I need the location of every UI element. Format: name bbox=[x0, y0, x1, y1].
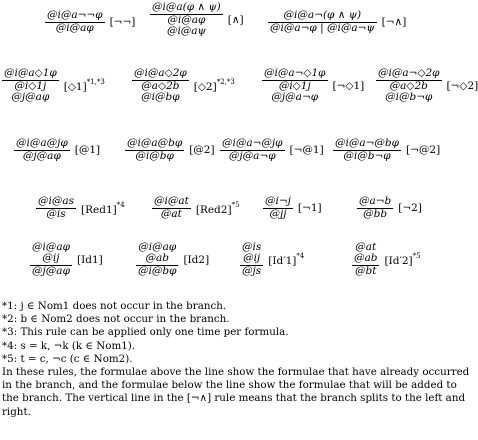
rule-name: [∧] bbox=[227, 13, 244, 26]
rule-name: [¬1] bbox=[297, 202, 322, 214]
conclusion-formula: @i@b¬φ bbox=[343, 150, 391, 162]
rule-fraction bbox=[136, 242, 178, 277]
rule-negdia2 bbox=[376, 68, 478, 103]
rule-fraction bbox=[263, 196, 293, 220]
conclusion-formula: @js bbox=[242, 265, 262, 277]
rule-fraction bbox=[220, 138, 285, 162]
rule-label bbox=[384, 252, 420, 267]
premise-formula: @ab bbox=[354, 252, 378, 264]
rule-label bbox=[110, 16, 136, 28]
rule-negdia1 bbox=[262, 68, 364, 103]
rule-id1 bbox=[30, 242, 103, 277]
conclusion-formula: @bt bbox=[355, 265, 377, 277]
note-4: *4: s = k, ¬k (k ∈ Nom1). bbox=[2, 339, 136, 352]
rule-label bbox=[194, 78, 235, 93]
rule-fraction bbox=[132, 68, 189, 103]
rule-name: [Red2] bbox=[195, 203, 232, 216]
rule-label bbox=[64, 78, 105, 93]
explanation-paragraph: In these rules, the formulae above the line show the formulae that have already occurred in the branch, and the formulae below the line show the formulae that will be added to the branch. The vertical line in the [¬∧] rule means that the branch splits to the left and right. bbox=[2, 366, 470, 418]
rule-label bbox=[268, 252, 304, 267]
footnotes bbox=[2, 300, 472, 419]
rule-label bbox=[333, 80, 365, 92]
rule-name: [¬◇2] bbox=[446, 79, 478, 92]
rule-label bbox=[81, 201, 125, 216]
rule-condition-marker: *5 bbox=[412, 252, 421, 260]
conclusion-formula: @i@aφ bbox=[55, 22, 94, 34]
rule-name: [¬@1] bbox=[289, 144, 324, 156]
conclusion-formula: @i◇1j bbox=[14, 80, 47, 92]
rule-label bbox=[183, 254, 209, 266]
rule-fraction bbox=[352, 242, 379, 277]
rule-fraction bbox=[125, 138, 184, 162]
rule-label bbox=[77, 254, 103, 266]
conclusion-formula: @i◇1j bbox=[278, 80, 311, 92]
rule-label bbox=[398, 202, 422, 214]
rule-at1 bbox=[14, 138, 100, 162]
conclusion-formula: @at bbox=[160, 208, 182, 220]
premise-formula: @i@a◇2φ bbox=[134, 67, 187, 79]
conclusion-formula: @i@a¬φ | @i@a¬ψ bbox=[270, 22, 375, 34]
premise-formula: @i@a@jφ bbox=[16, 137, 68, 149]
rule-negneg bbox=[45, 10, 135, 34]
note-5: *5: t = c, ¬c (c ∈ Nom2). bbox=[2, 352, 133, 365]
rule-neg2 bbox=[357, 196, 422, 220]
rule-fraction bbox=[376, 68, 442, 103]
premise-formula: @i@a¬@bφ bbox=[335, 137, 399, 149]
rule-id2 bbox=[136, 242, 209, 277]
premise-formula: @ab bbox=[145, 252, 169, 264]
conclusion-formula: @i@b¬φ bbox=[385, 91, 433, 103]
conclusion-formula: @jj bbox=[269, 208, 287, 220]
rule-neg1 bbox=[263, 196, 322, 220]
premise-formula: @i¬j bbox=[265, 195, 291, 207]
premise-formula: @a¬b bbox=[359, 195, 392, 207]
premise-formula: @ij bbox=[42, 252, 60, 264]
rule-red1 bbox=[36, 196, 125, 220]
rule-name: [@1] bbox=[74, 144, 101, 156]
rule-red2 bbox=[152, 196, 240, 220]
premise-formula: @i@as bbox=[38, 195, 75, 207]
note-1: *1: j ∈ Nom1 does not occur in the branch. bbox=[2, 300, 227, 312]
rule-fraction bbox=[268, 10, 377, 34]
rule-name: [Id1] bbox=[76, 253, 103, 266]
premise-formula: @i@a@bφ bbox=[127, 137, 183, 149]
premise-formula: @i@a¬◇1φ bbox=[264, 67, 326, 79]
premise-formula: @at bbox=[355, 241, 377, 253]
rule-fraction bbox=[36, 196, 76, 220]
conclusion-formula: @i@aψ bbox=[166, 25, 206, 37]
rule-label bbox=[196, 201, 240, 216]
premise-formula: @ij bbox=[243, 252, 261, 264]
rule-and bbox=[150, 2, 244, 37]
rule-name: [¬¬] bbox=[109, 16, 136, 28]
rule-fraction bbox=[14, 138, 70, 162]
rule-name: [¬◇1] bbox=[332, 79, 365, 92]
rule-label bbox=[406, 144, 440, 156]
conclusion-formula: @i@aφ bbox=[167, 14, 206, 26]
rule-label bbox=[228, 14, 244, 26]
premise-formula: @i@aφ bbox=[32, 241, 70, 253]
rule-label bbox=[382, 16, 407, 28]
rule-negat2 bbox=[333, 138, 440, 162]
conclusion-formula: @j@aφ bbox=[11, 91, 50, 103]
rule-name: [Red1] bbox=[81, 203, 117, 216]
premise-formula: @i@a¬◇2φ bbox=[378, 67, 440, 79]
rule-fraction bbox=[45, 10, 105, 34]
rule-negand bbox=[268, 10, 406, 34]
premise-formula: @i@a¬@jφ bbox=[222, 137, 283, 149]
rule-condition-marker: *4 bbox=[116, 200, 125, 209]
rule-name: [Id′2] bbox=[384, 255, 413, 267]
conclusion-formula: @i@bφ bbox=[135, 150, 174, 162]
rule-fraction bbox=[240, 242, 263, 277]
rule-id2p bbox=[352, 242, 421, 277]
conclusion-formula: @is bbox=[46, 208, 66, 220]
rule-label bbox=[75, 144, 100, 156]
premise-formula: @i@at bbox=[154, 195, 189, 207]
rule-name: [@2] bbox=[189, 144, 215, 156]
conclusion-formula: @j@a¬φ bbox=[271, 91, 319, 103]
rule-name: [¬2] bbox=[398, 202, 422, 214]
rule-fraction bbox=[333, 138, 401, 162]
conclusion-formula: @j@aφ bbox=[22, 150, 61, 162]
premise-formula: @i@aφ bbox=[138, 241, 177, 253]
conclusion-formula: @j@a¬φ bbox=[228, 150, 276, 162]
rule-name: [◇2] bbox=[193, 81, 217, 93]
rule-fraction bbox=[2, 68, 59, 103]
rule-fraction bbox=[150, 2, 223, 37]
rule-name: [Id2] bbox=[183, 253, 210, 266]
rule-fraction bbox=[30, 242, 72, 277]
conclusion-formula: @i@bφ bbox=[138, 265, 177, 277]
note-3: *3: This rule can be applied only one time per formula. bbox=[2, 326, 289, 339]
rule-name: [¬∧] bbox=[381, 16, 407, 28]
rule-dia2 bbox=[132, 68, 235, 103]
rule-condition-marker: *4 bbox=[296, 252, 305, 260]
rule-fraction bbox=[357, 196, 393, 220]
rule-at2 bbox=[125, 138, 215, 162]
rule-label bbox=[298, 202, 322, 214]
conclusion-formula: @bb bbox=[363, 208, 388, 220]
conclusion-formula: @j@aφ bbox=[32, 265, 70, 277]
rule-label bbox=[290, 144, 324, 156]
rule-id1p bbox=[240, 242, 304, 277]
rule-fraction bbox=[262, 68, 328, 103]
rule-condition-marker: *5 bbox=[231, 200, 240, 209]
conclusion-formula: @i@bφ bbox=[141, 91, 180, 103]
rule-name: [¬@2] bbox=[406, 144, 441, 156]
note-2: *2: b ∈ Nom2 does not occur in the branch. bbox=[2, 313, 230, 326]
rule-negat1 bbox=[220, 138, 324, 162]
premise-formula: @i@a(φ ∧ ψ) bbox=[152, 1, 221, 13]
rule-name: [◇1] bbox=[63, 81, 87, 93]
premise-formula: @i@a◇1φ bbox=[4, 67, 57, 79]
rule-name: [Id′1] bbox=[268, 255, 297, 267]
rule-condition-marker: *2,*3 bbox=[216, 78, 235, 86]
premise-formula: @is bbox=[242, 241, 262, 253]
rule-condition-marker: *1,*3 bbox=[86, 78, 105, 86]
rule-label bbox=[189, 144, 214, 156]
rule-dia1 bbox=[2, 68, 105, 103]
conclusion-formula: @a◇2b bbox=[389, 80, 428, 92]
premise-formula: @i@a¬(φ ∧ ψ) bbox=[283, 9, 362, 21]
conclusion-formula: @a◇2b bbox=[141, 80, 180, 92]
rule-fraction bbox=[152, 196, 191, 220]
rule-label bbox=[447, 80, 478, 92]
premise-formula: @i@a¬¬φ bbox=[47, 9, 103, 21]
